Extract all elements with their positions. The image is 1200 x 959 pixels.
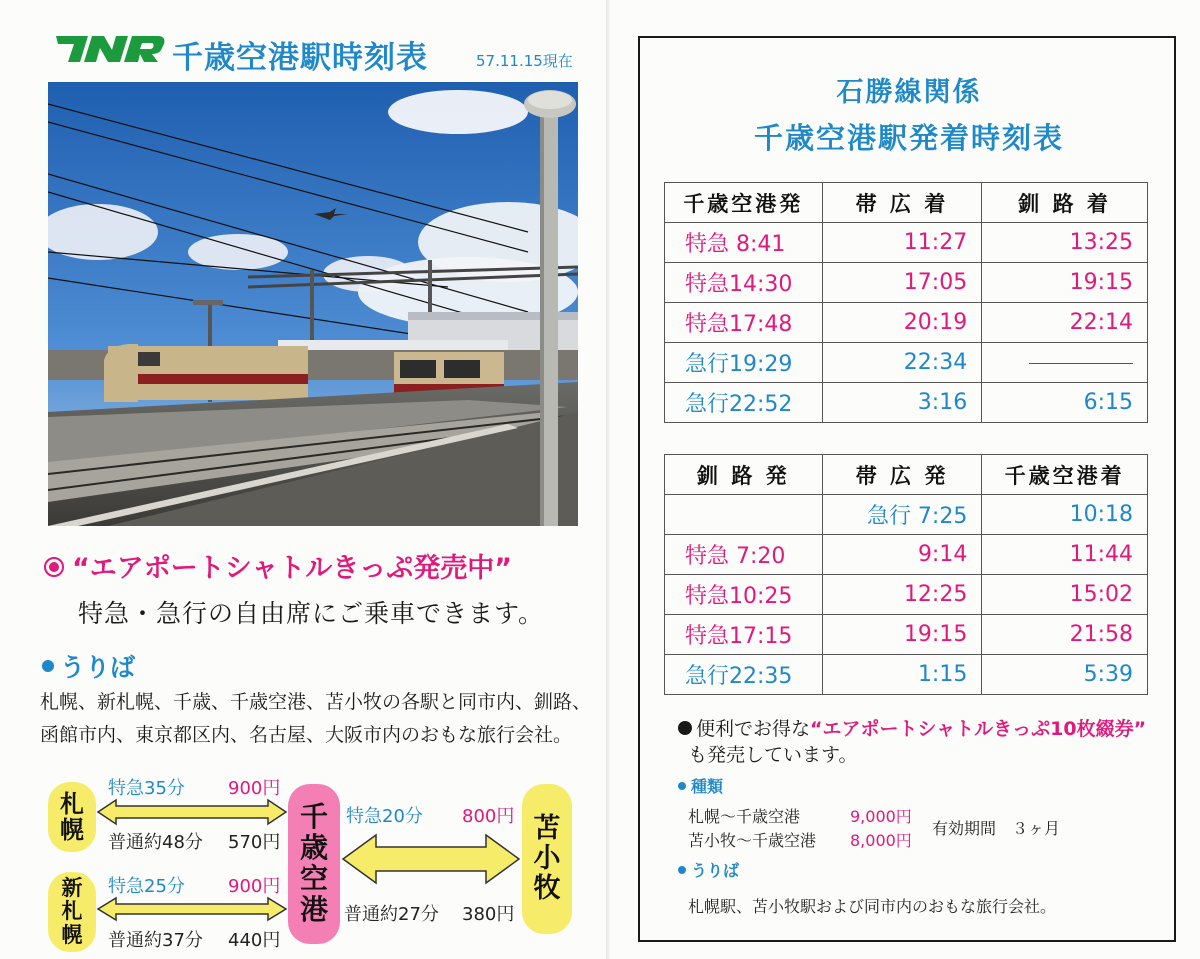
fare-shinsapporo-local-price: 440円	[228, 930, 281, 951]
promo-subtitle: 特急・急行の自由席にご乗車できます。	[78, 599, 545, 628]
fare-shinsapporo-local-time: 普通約37分	[108, 930, 203, 951]
bullet-icon	[678, 866, 686, 874]
table-cell: 22:34	[822, 343, 982, 383]
table-row	[665, 303, 1148, 343]
table-row	[665, 655, 1148, 695]
fare-sapporo-express-time: 特急35分	[108, 778, 185, 799]
fare-tomakomai-express-price: 800円	[462, 806, 515, 827]
table-cell: 17:05	[822, 263, 982, 303]
table-header-row	[665, 183, 1148, 223]
timetable-title-line1: 石勝線関係	[836, 77, 982, 108]
timetable-title-line2: 千歳空港駅発着時刻表	[753, 121, 1064, 155]
fare-tomakomai-local-price: 380円	[462, 904, 515, 925]
table-cell: 特急17:48	[665, 303, 823, 343]
table-cell: 11:44	[982, 535, 1148, 575]
table-row	[665, 535, 1148, 575]
table-header-cell: 帯 広 発	[822, 455, 982, 495]
table-row	[665, 343, 1148, 383]
table-row	[665, 615, 1148, 655]
table-cell: 1:15	[822, 655, 982, 695]
fare-tomakomai-express-time: 特急20分	[346, 806, 423, 827]
station-char: 幌	[61, 922, 83, 947]
station-char: 千	[299, 800, 328, 834]
table-cell: 9:14	[822, 535, 982, 575]
table-row	[665, 383, 1148, 423]
table-cell: 特急 8:41	[665, 223, 823, 263]
no-service-dash	[1029, 363, 1133, 364]
fare-shinsapporo-express-price: 900円	[228, 876, 281, 897]
table-row	[665, 495, 1148, 535]
coupon-note-prefix: 便利でお得な	[696, 718, 811, 740]
table-cell: 急行22:52	[665, 383, 823, 423]
bullet-icon	[44, 557, 64, 577]
right-panel	[610, 0, 1200, 959]
coupon-note-suffix: も発売しています。	[688, 744, 858, 766]
table-cell: 急行19:29	[665, 343, 823, 383]
table-cell: 19:15	[822, 615, 982, 655]
table-cell: 21:58	[982, 615, 1148, 655]
station-char: 新	[61, 876, 83, 901]
bullet-icon	[678, 721, 692, 735]
coupon-note	[678, 714, 1146, 741]
timetable-inbound	[664, 454, 1148, 695]
station-char: 札	[60, 789, 84, 818]
fare-sapporo-local-time: 普通約48分	[108, 832, 203, 853]
arrow-shinsapporo-chitose	[96, 896, 288, 922]
station-char: 歳	[299, 831, 328, 865]
bullet-icon	[42, 660, 54, 672]
table-cell: 11:27	[822, 223, 982, 263]
table-row	[665, 223, 1148, 263]
uriba2-heading-text: うりば	[691, 861, 740, 880]
table-cell: 10:18	[982, 495, 1148, 535]
arrow-sapporo-chitose	[96, 798, 288, 826]
jnr-logo	[54, 32, 166, 66]
table-cell: 20:19	[822, 303, 982, 343]
uriba2-text: 札幌駅、苫小牧駅および同市内のおもな旅行会社。	[688, 897, 1057, 916]
coupon-note-ticket: “エアポートシャトルきっぷ10枚綴券”	[810, 718, 1147, 740]
station-sapporo	[48, 782, 96, 852]
bullet-icon	[678, 782, 686, 790]
uriba-heading-text: うりば	[60, 653, 136, 682]
page-title: 千歳空港駅時刻表	[172, 40, 428, 76]
table-cell: 12:25	[822, 575, 982, 615]
station-char: 牧	[533, 872, 561, 904]
kind-price-2: 8,000円	[850, 831, 912, 850]
table-header-row	[665, 455, 1148, 495]
table-header-cell: 千歳空港発	[665, 183, 823, 223]
station-char: 小	[533, 843, 561, 875]
promo-title	[44, 546, 512, 585]
effective-date: 57.11.15現在	[476, 52, 573, 70]
table-cell: 特急17:15	[665, 615, 823, 655]
table-header-cell: 釧 路 着	[982, 183, 1148, 223]
kind-route-2: 苫小牧～千歳空港	[688, 831, 817, 850]
station-char: 港	[299, 892, 328, 926]
table-cell: 特急10:25	[665, 575, 823, 615]
kinds-heading	[678, 774, 723, 797]
uriba-heading	[42, 648, 135, 684]
station-char: 札	[61, 899, 83, 924]
fare-sapporo-local-price: 570円	[228, 832, 281, 853]
station-photo	[48, 82, 578, 526]
station-char: 幌	[60, 816, 84, 844]
fare-shinsapporo-express-time: 特急25分	[108, 876, 185, 897]
fare-sapporo-express-price: 900円	[228, 778, 281, 799]
table-cell: 5:39	[982, 655, 1148, 695]
table-cell	[665, 495, 823, 535]
fare-tomakomai-local-time: 普通約27分	[344, 904, 439, 925]
arrow-chitose-tomakomai	[340, 832, 522, 886]
table-cell: 6:15	[982, 383, 1148, 423]
table-cell: 15:02	[982, 575, 1148, 615]
table-cell: 3:16	[822, 383, 982, 423]
table-cell	[982, 343, 1148, 383]
table-cell: 19:15	[982, 263, 1148, 303]
station-chitose-airport	[288, 784, 340, 944]
kinds-heading-text: 種類	[691, 777, 724, 796]
uriba-text: 札幌、新札幌、千歳、千歳空港、苫小牧の各駅と同市内、釧路、函館市内、東京都区内、名古屋、大阪市内のおもな旅行会社。	[40, 691, 592, 746]
timetable-outbound	[664, 182, 1148, 423]
kind-route-1: 札幌～千歳空港	[688, 807, 801, 826]
table-row	[665, 575, 1148, 615]
kind-price-1: 9,000円	[850, 807, 912, 826]
station-char: 苫	[533, 813, 561, 845]
table-cell: 特急14:30	[665, 263, 823, 303]
table-cell: 13:25	[982, 223, 1148, 263]
table-header-cell: 千歳空港着	[982, 455, 1148, 495]
station-char: 空	[299, 862, 328, 895]
table-cell: 22:14	[982, 303, 1148, 343]
validity-period: 有効期間 ３ヶ月	[932, 819, 1061, 838]
table-header-cell: 釧 路 発	[665, 455, 823, 495]
table-cell: 特急 7:20	[665, 535, 823, 575]
timetable-frame	[638, 36, 1176, 942]
station-tomakomai	[522, 784, 572, 934]
table-row	[665, 263, 1148, 303]
table-cell: 急行 7:25	[822, 495, 982, 535]
station-shin-sapporo	[48, 872, 96, 952]
promo-title-text: “エアポートシャトルきっぷ発売中”	[72, 553, 512, 584]
table-cell: 急行22:35	[665, 655, 823, 695]
uriba2-heading	[678, 858, 739, 881]
table-header-cell: 帯 広 着	[822, 183, 982, 223]
